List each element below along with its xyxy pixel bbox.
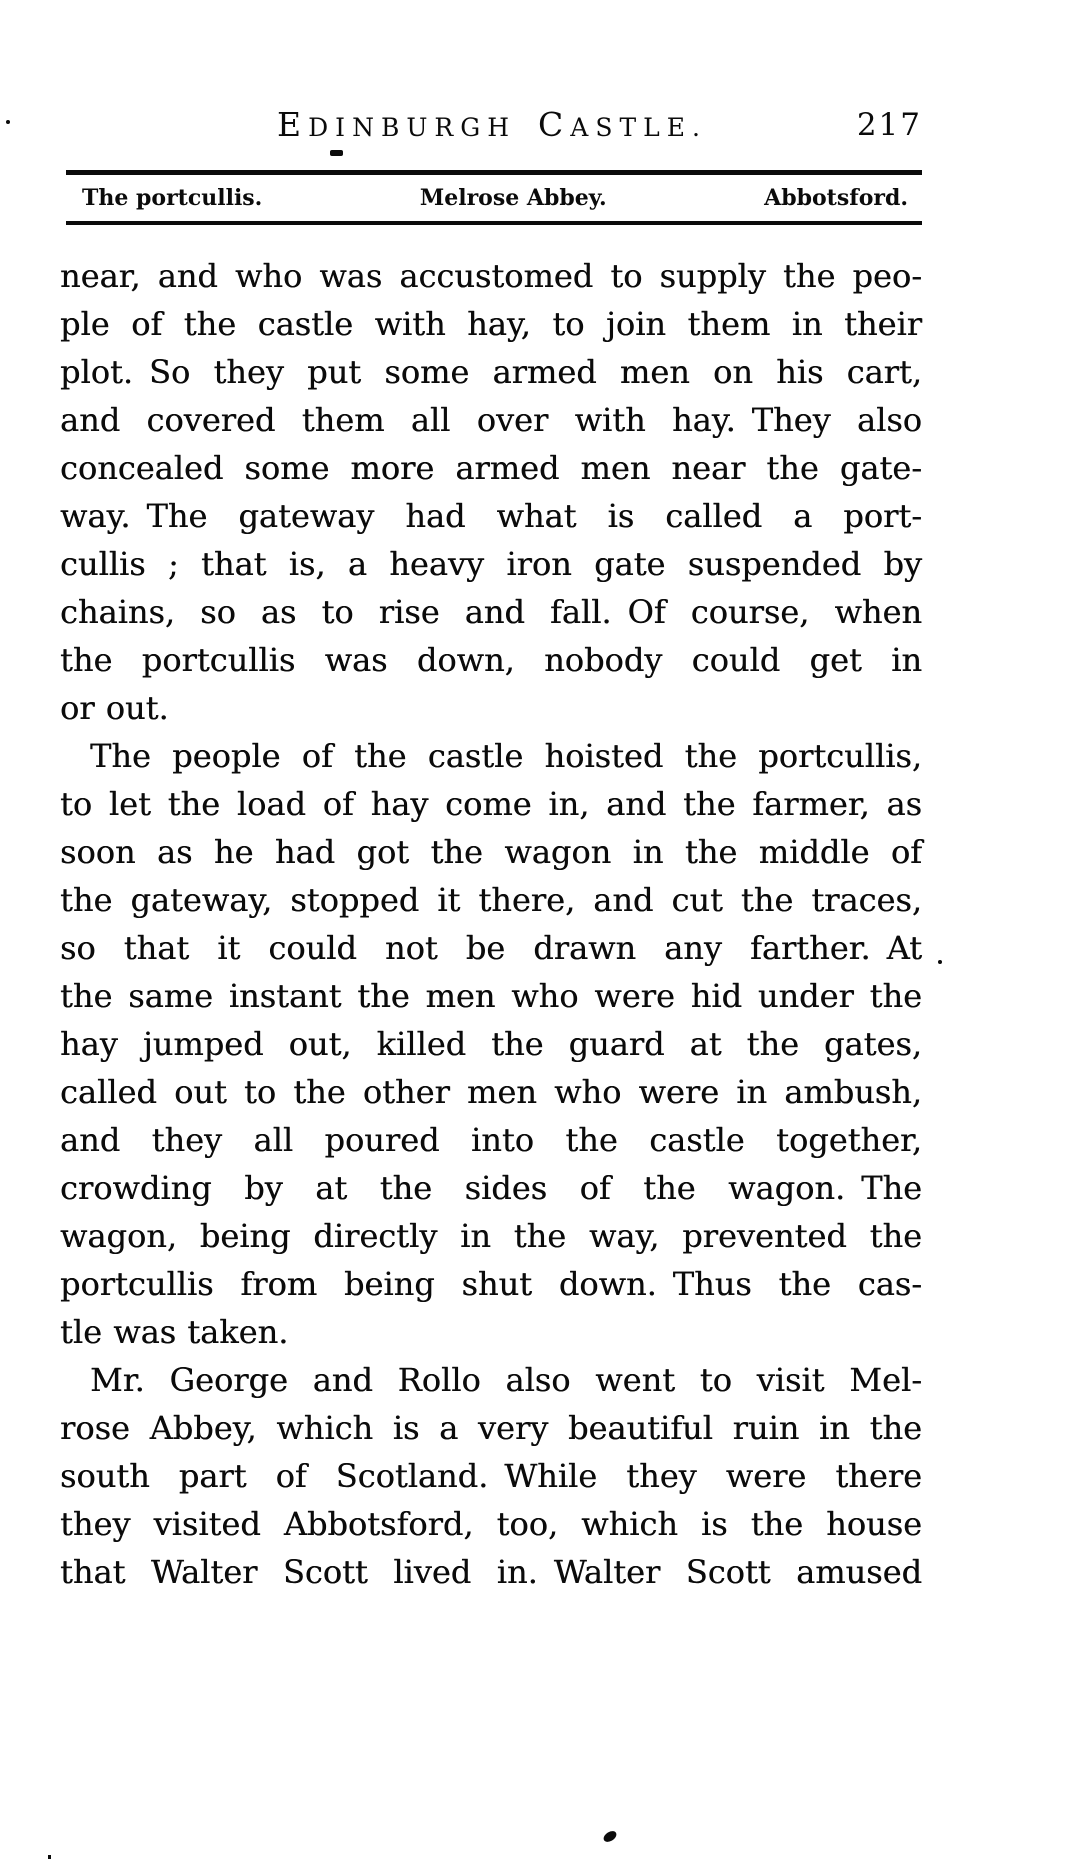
text-line: soon as he had got the wagon in the middle of xyxy=(60,833,922,871)
text-line: and they all poured into the castle together, xyxy=(60,1121,922,1159)
ink-speck xyxy=(48,1855,51,1859)
text-line: near, and who was accustomed to supply the peo- xyxy=(60,257,922,295)
text-line: so that it could not be drawn any farther. At xyxy=(60,929,922,967)
text-line: that Walter Scott lived in. Walter Scott amused xyxy=(60,1553,922,1591)
text-line: to let the load of hay come in, and the farmer, as xyxy=(60,785,922,823)
text-line: plot. So they put some armed men on his cart, xyxy=(60,353,922,391)
text-line: rose Abbey, which is a very beautiful ruin in the xyxy=(60,1409,922,1447)
text-line: or out. xyxy=(60,689,169,727)
text-line: the same instant the men who were hid under the xyxy=(60,977,922,1015)
text-line: they visited Abbotsford, too, which is the house xyxy=(60,1505,922,1543)
text-line: the gateway, stopped it there, and cut the traces, xyxy=(60,881,922,919)
text-line: cullis ; that is, a heavy iron gate suspended by xyxy=(60,545,922,583)
text-line: the portcullis was down, nobody could get in xyxy=(60,641,922,679)
sidenote-left: The portcullis. xyxy=(82,185,263,211)
ink-speck xyxy=(938,960,942,964)
body-text xyxy=(60,252,922,1596)
text-line: way. The gateway had what is called a port- xyxy=(60,497,922,535)
text-line: hay jumped out, killed the guard at the gates, xyxy=(60,1025,922,1063)
paragraph xyxy=(60,1356,922,1596)
text-line: Mr. George and Rollo also went to visit Mel- xyxy=(90,1361,922,1399)
page-number: 217 xyxy=(856,107,922,143)
sidenote-right: Abbotsford. xyxy=(764,185,908,211)
text-line: The people of the castle hoisted the portcullis, xyxy=(90,737,922,775)
text-line: tle was taken. xyxy=(60,1313,289,1351)
text-line: called out to the other men who were in ambush, xyxy=(60,1073,922,1111)
page-title: EDINBURGH CASTLE. xyxy=(277,105,707,144)
text-line: and covered them all over with hay. They also xyxy=(60,401,922,439)
sidenote-center: Melrose Abbey. xyxy=(419,185,607,211)
ink-speck xyxy=(6,120,10,124)
text-line: portcullis from being shut down. Thus the cas- xyxy=(60,1265,922,1303)
text-line: chains, so as to rise and fall. Of course, when xyxy=(60,593,922,631)
header-rule-bottom xyxy=(66,221,922,225)
text-line: concealed some more armed men near the gate- xyxy=(60,449,922,487)
text-line: south part of Scotland. While they were there xyxy=(60,1457,922,1495)
text-line: ple of the castle with hay, to join them in their xyxy=(60,305,922,343)
ink-speck xyxy=(330,150,343,156)
text-line: crowding by at the sides of the wagon. The xyxy=(60,1169,922,1207)
sidenote-row xyxy=(66,183,922,213)
paragraph xyxy=(60,252,922,732)
page-header xyxy=(62,104,922,146)
paragraph xyxy=(60,732,922,1356)
ink-speck xyxy=(602,1829,619,1844)
text-line: wagon, being directly in the way, prevented the xyxy=(60,1217,922,1255)
header-rule-top xyxy=(66,170,922,175)
